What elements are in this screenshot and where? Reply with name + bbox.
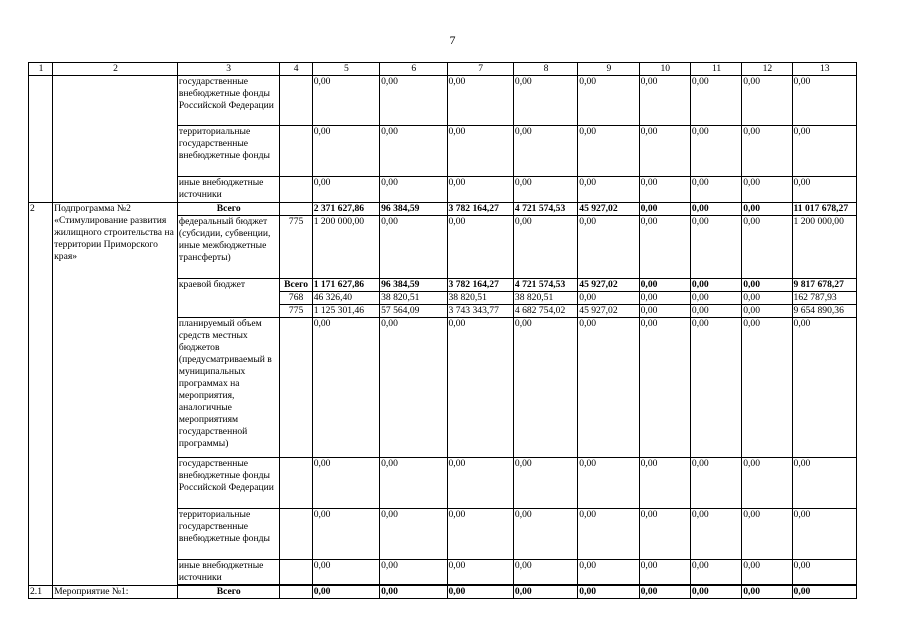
value-cell: 0,00 xyxy=(690,509,741,560)
cell-empty xyxy=(279,586,312,599)
col-header: 9 xyxy=(578,63,639,76)
value-cell: 11 017 678,27 xyxy=(792,203,856,216)
total-label: Всего xyxy=(177,586,279,599)
cell-empty xyxy=(279,203,312,216)
col-header: 6 xyxy=(380,63,447,76)
col-header: 2 xyxy=(53,63,178,76)
value-cell: 0,00 xyxy=(578,318,639,458)
source-label: краевой бюджет xyxy=(177,279,279,318)
value-cell: 0,00 xyxy=(792,586,856,599)
value-cell: 0,00 xyxy=(690,458,741,509)
value-cell: 0,00 xyxy=(447,76,513,126)
row-number: 2 xyxy=(29,203,53,586)
value-cell: 0,00 xyxy=(447,509,513,560)
value-cell: 0,00 xyxy=(690,76,741,126)
code-cell: 768 xyxy=(279,292,312,305)
value-cell: 0,00 xyxy=(639,509,690,560)
value-cell: 3 782 164,27 xyxy=(447,279,513,292)
value-cell: 0,00 xyxy=(639,305,690,318)
value-cell: 4 682 754,02 xyxy=(513,305,577,318)
value-cell: 45 927,02 xyxy=(578,305,639,318)
source-label: территориальные государственные внебюджетные фонды xyxy=(177,126,279,177)
budget-table xyxy=(28,62,857,599)
source-label: планируемый объем средств местных бюджетов (предусматриваемый в муниципальных программах на мероприятия, аналогичные мероприятиям государственной программы) xyxy=(177,318,279,458)
value-cell: 0,00 xyxy=(447,126,513,177)
value-cell: 9 654 890,36 xyxy=(792,305,856,318)
value-cell: 0,00 xyxy=(312,458,379,509)
value-cell: 0,00 xyxy=(690,279,741,292)
total-label: Всего xyxy=(177,203,279,216)
value-cell: 0,00 xyxy=(792,126,856,177)
col-header: 4 xyxy=(279,63,312,76)
page-number: 7 xyxy=(449,33,456,47)
column-number-row xyxy=(29,63,857,76)
value-cell: 0,00 xyxy=(792,76,856,126)
value-cell: 0,00 xyxy=(380,586,447,599)
value-cell: 0,00 xyxy=(447,177,513,203)
source-label: государственные внебюджетные фонды Российской Федерации xyxy=(177,458,279,509)
value-cell: 0,00 xyxy=(742,586,792,599)
table-row xyxy=(29,203,857,216)
value-cell: 0,00 xyxy=(578,560,639,585)
value-cell: 2 371 627,86 xyxy=(312,203,379,216)
col-header: 1 xyxy=(29,63,53,76)
source-label: федеральный бюджет (субсидии, субвенции, иные межбюджетные трансферты) xyxy=(177,216,279,279)
value-cell: 0,00 xyxy=(639,126,690,177)
value-cell: 0,00 xyxy=(742,126,792,177)
col-header: 3 xyxy=(177,63,279,76)
value-cell: 3 782 164,27 xyxy=(447,203,513,216)
col-header: 10 xyxy=(639,63,690,76)
value-cell: 0,00 xyxy=(690,126,741,177)
value-cell: 0,00 xyxy=(742,458,792,509)
value-cell: 0,00 xyxy=(742,76,792,126)
value-cell: 0,00 xyxy=(513,177,577,203)
value-cell: 0,00 xyxy=(312,318,379,458)
table-row xyxy=(29,76,857,126)
value-cell: 0,00 xyxy=(639,292,690,305)
value-cell: 0,00 xyxy=(380,509,447,560)
value-cell: 0,00 xyxy=(513,216,577,279)
value-cell: 0,00 xyxy=(742,509,792,560)
value-cell: 46 326,40 xyxy=(312,292,379,305)
value-cell: 0,00 xyxy=(513,458,577,509)
value-cell: 0,00 xyxy=(639,458,690,509)
value-cell: 0,00 xyxy=(578,76,639,126)
value-cell: 38 820,51 xyxy=(513,292,577,305)
subprogram-name: Подпрограмма №2 «Стимулирование развития жилищного строительства на территории Приморского края» xyxy=(53,203,178,586)
value-cell: 1 200 000,00 xyxy=(312,216,379,279)
value-cell: 0,00 xyxy=(639,586,690,599)
value-cell: 0,00 xyxy=(742,279,792,292)
value-cell: 0,00 xyxy=(690,305,741,318)
value-cell: 1 125 301,46 xyxy=(312,305,379,318)
cell-empty xyxy=(53,76,178,203)
value-cell: 0,00 xyxy=(578,458,639,509)
value-cell: 0,00 xyxy=(380,177,447,203)
value-cell: 0,00 xyxy=(312,177,379,203)
value-cell: 0,00 xyxy=(690,216,741,279)
value-cell: 96 384,59 xyxy=(380,203,447,216)
value-cell: 0,00 xyxy=(312,76,379,126)
value-cell: 0,00 xyxy=(513,76,577,126)
source-label: территориальные государственные внебюджетные фонды xyxy=(177,509,279,560)
value-cell: 0,00 xyxy=(513,509,577,560)
value-cell: 0,00 xyxy=(639,216,690,279)
col-header: 7 xyxy=(447,63,513,76)
value-cell: 0,00 xyxy=(742,203,792,216)
value-cell: 0,00 xyxy=(742,560,792,585)
value-cell: 0,00 xyxy=(447,586,513,599)
cell-empty xyxy=(279,509,312,560)
value-cell: 4 721 574,53 xyxy=(513,203,577,216)
value-cell: 0,00 xyxy=(639,177,690,203)
value-cell: 0,00 xyxy=(639,318,690,458)
value-cell: 9 817 678,27 xyxy=(792,279,856,292)
value-cell: 0,00 xyxy=(639,76,690,126)
value-cell: 0,00 xyxy=(513,126,577,177)
value-cell: 57 564,09 xyxy=(380,305,447,318)
value-cell: 0,00 xyxy=(742,318,792,458)
value-cell: 0,00 xyxy=(690,177,741,203)
value-cell: 0,00 xyxy=(312,126,379,177)
value-cell: 0,00 xyxy=(578,292,639,305)
value-cell: 1 200 000,00 xyxy=(792,216,856,279)
value-cell: 0,00 xyxy=(792,458,856,509)
cell-empty xyxy=(279,458,312,509)
value-cell: 0,00 xyxy=(447,216,513,279)
col-header: 13 xyxy=(792,63,856,76)
value-cell: 38 820,51 xyxy=(447,292,513,305)
value-cell: 45 927,02 xyxy=(578,279,639,292)
value-cell: 0,00 xyxy=(312,509,379,560)
value-cell: 0,00 xyxy=(513,560,577,585)
value-cell: 96 384,59 xyxy=(380,279,447,292)
value-cell: 0,00 xyxy=(578,586,639,599)
col-header: 5 xyxy=(312,63,379,76)
value-cell: 0,00 xyxy=(690,203,741,216)
value-cell: 4 721 574,53 xyxy=(513,279,577,292)
value-cell: 0,00 xyxy=(312,586,379,599)
value-cell: 0,00 xyxy=(447,318,513,458)
cell-empty xyxy=(279,318,312,458)
value-cell: 0,00 xyxy=(690,560,741,585)
value-cell: 45 927,02 xyxy=(578,203,639,216)
col-header: 12 xyxy=(742,63,792,76)
cell-empty xyxy=(279,177,312,203)
code-cell: 775 xyxy=(279,216,312,279)
value-cell: 0,00 xyxy=(742,177,792,203)
value-cell: 3 743 343,77 xyxy=(447,305,513,318)
value-cell: 0,00 xyxy=(690,292,741,305)
value-cell: 0,00 xyxy=(578,509,639,560)
code-cell: 775 xyxy=(279,305,312,318)
value-cell: 0,00 xyxy=(447,560,513,585)
col-header: 8 xyxy=(513,63,577,76)
value-cell: 0,00 xyxy=(690,586,741,599)
value-cell: 0,00 xyxy=(639,279,690,292)
value-cell: 0,00 xyxy=(639,560,690,585)
source-label: государственные внебюджетные фонды Российской Федерации xyxy=(177,76,279,126)
value-cell: 38 820,51 xyxy=(380,292,447,305)
value-cell: 0,00 xyxy=(380,126,447,177)
value-cell: 0,00 xyxy=(380,458,447,509)
table-row xyxy=(29,586,857,599)
value-cell: 0,00 xyxy=(380,76,447,126)
value-cell: 0,00 xyxy=(792,318,856,458)
value-cell: 0,00 xyxy=(513,586,577,599)
value-cell: 0,00 xyxy=(792,177,856,203)
value-cell: 0,00 xyxy=(380,560,447,585)
value-cell: 0,00 xyxy=(742,292,792,305)
col-header: 11 xyxy=(690,63,741,76)
value-cell: 0,00 xyxy=(380,318,447,458)
cell-empty xyxy=(279,560,312,585)
value-cell: 1 171 627,86 xyxy=(312,279,379,292)
value-cell: 0,00 xyxy=(742,305,792,318)
value-cell: 0,00 xyxy=(380,216,447,279)
value-cell: 0,00 xyxy=(447,458,513,509)
measure-name: Мероприятие №1: xyxy=(53,586,178,599)
value-cell: 0,00 xyxy=(578,216,639,279)
value-cell: 0,00 xyxy=(792,560,856,585)
code-cell: Всего xyxy=(279,279,312,292)
value-cell: 0,00 xyxy=(639,203,690,216)
cell-empty xyxy=(279,76,312,126)
value-cell: 162 787,93 xyxy=(792,292,856,305)
cell-empty xyxy=(279,126,312,177)
cell-empty xyxy=(29,76,53,203)
value-cell: 0,00 xyxy=(312,560,379,585)
value-cell: 0,00 xyxy=(513,318,577,458)
value-cell: 0,00 xyxy=(578,126,639,177)
source-label: иные внебюджетные источники xyxy=(177,177,279,203)
row-number: 2.1 xyxy=(29,586,53,599)
source-label: иные внебюджетные источники xyxy=(177,560,279,585)
value-cell: 0,00 xyxy=(792,509,856,560)
value-cell: 0,00 xyxy=(690,318,741,458)
value-cell: 0,00 xyxy=(578,177,639,203)
value-cell: 0,00 xyxy=(742,216,792,279)
